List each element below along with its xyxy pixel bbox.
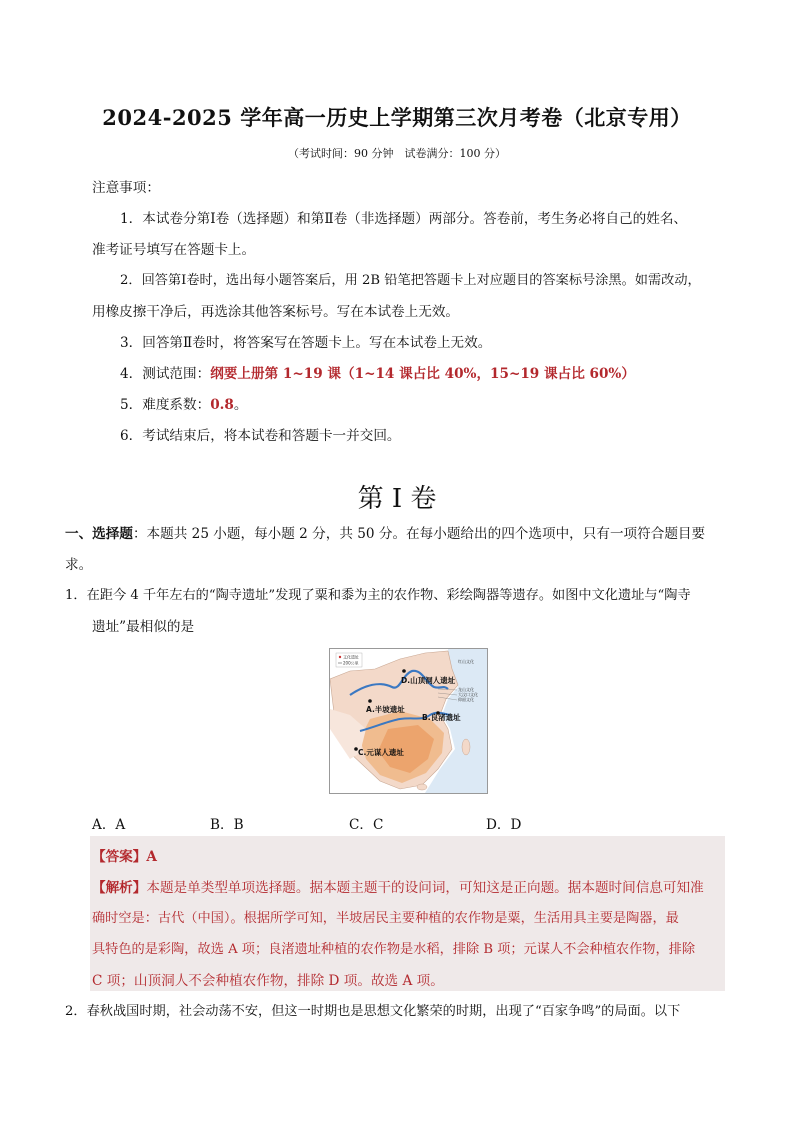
answer-line [92,845,157,865]
site-d-marker [402,669,406,673]
section-instructions-prefix: 一、选择题 [65,526,133,542]
note-1-line-1: 1．本试卷分第Ⅰ卷（选择题）和第Ⅱ卷（非选择题）两部分。答卷前，考生务必将自己的姓名、 [120,211,688,227]
map-label-yangshao: 仰韶文化 [458,697,474,702]
section-instructions-line-2: 求。 [65,557,93,573]
option-d: D．D [486,817,522,833]
note-5-prefix: 5．难度系数： [120,397,211,413]
question-1-line-2: 遗址”最相似的是 [92,619,195,635]
note-3: 3．回答第Ⅱ卷时，将答案写在答题卡上。写在本试卷上无效。 [120,335,492,351]
note-4-range: 纲要上册第 1~19 课（1~14 课占比 40%，15~19 课占比 60%） [210,366,635,382]
analysis-line-1 [92,876,704,896]
note-5 [120,393,247,413]
map-label-site-c: C.元谋人遗址 [358,748,404,757]
question-2-line-1: 2．春秋战国时期，社会动荡不安，但这一时期也是思想文化繁荣的时期，出现了“百家争鸣”的局面。以下 [65,1004,681,1019]
map-label-site-a: A.半坡遗址 [366,705,405,714]
notes-heading: 注意事项： [92,180,160,196]
map-legend-sites: 文化遗址 [343,654,359,660]
note-2-line-1: 2．回答第Ⅰ卷时，选出每小题答案后，用 2B 铅笔把答题卡上对应题目的答案标号涂黑。如需改动， [120,273,701,288]
section-title: 第 I 卷 [357,484,437,514]
note-6: 6．考试结束后，将本试卷和答题卡一并交回。 [120,428,401,444]
answer-value: A [146,849,157,865]
note-4-prefix: 4．测试范围： [120,366,211,382]
map-legend-scale: 200公里 [343,660,359,666]
map-label-hongshan: 红山文化 [458,659,474,664]
analysis-line-2: 确时空是：古代（中国）。根据所学可知，半坡居民主要种植的农作物是粟，生活用具主要是陶器，最 [92,911,679,926]
exam-title: 2024-2025 学年高一历史上学期第三次月考卷（北京专用） [102,105,692,130]
section-instructions-rest: ：本题共 25 小题，每小题 2 分，共 50 分。在每小题给出的四个选项中，只有一项符合题目要 [132,526,706,542]
map-label-longshan: 龙山文化 [458,687,474,692]
note-1-line-2: 准考证号填写在答题卡上。 [92,242,256,258]
note-5-suffix: 。 [233,397,248,413]
note-4 [120,362,635,382]
analysis-line-1-text: 本题是单类型单项选择题。据本题主题干的设问词，可知这是正向题。据本题时间信息可知准 [146,880,704,896]
site-a-marker [368,699,372,703]
analysis-line-3: 具特色的是彩陶，故选 A 项；良渚遗址种植的农作物是水稻，排除 B 项；元谋人不会种植农作物，排除 [92,942,696,957]
map-label-site-b: B.良渚遗址 [422,713,461,722]
map-graphic [330,649,487,793]
map-label-dawenkou: 大汶口文化 [458,692,478,697]
note-2-line-2: 用橡皮擦干净后，再选涂其他答案标号。写在本试卷上无效。 [92,304,460,320]
exam-subtitle: （考试时间：90 分钟 试卷满分：100 分） [288,147,506,160]
option-a: A．A [92,817,126,833]
note-5-value: 0.8 [210,397,234,413]
question-1-line-1: 1．在距今 4 千年左右的“陶寺遗址”发现了粟和黍为主的农作物、彩绘陶器等遗存。如图中文化遗址与“陶寺 [65,588,691,603]
analysis-tag: 【解析】 [92,880,147,896]
option-c: C．C [349,817,384,833]
answer-tag: 【答案】 [92,849,147,865]
cultural-sites-map [329,648,488,794]
map-label-site-d: D.山顶洞人遗址 [401,676,456,685]
section-instructions-line-1 [65,522,705,542]
option-b: B．B [210,817,244,833]
analysis-line-4: C 项；山顶洞人不会种植农作物，排除 D 项。故选 A 项。 [92,973,444,989]
